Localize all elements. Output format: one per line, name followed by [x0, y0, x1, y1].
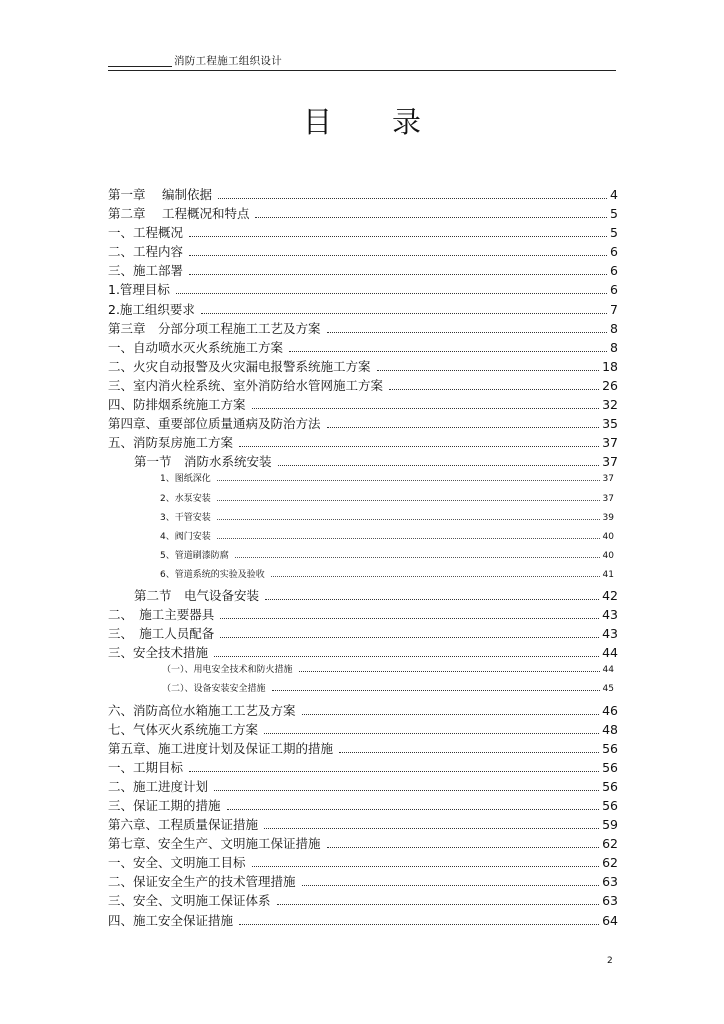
toc-leader-dots: [299, 671, 600, 672]
toc-entry-label: 三、 施工人员配备: [108, 626, 215, 642]
toc-entry-page: 37: [602, 435, 618, 451]
toc-entry-label: （二）、设备安装安全措施: [162, 684, 266, 695]
toc-entry[interactable]: [108, 758, 618, 777]
toc-entry[interactable]: [108, 242, 618, 261]
toc-leader-dots: [327, 847, 600, 848]
toc-entry[interactable]: [108, 395, 618, 414]
toc-entry-page: 63: [602, 893, 618, 909]
toc-entry[interactable]: [108, 357, 618, 376]
toc-leader-dots: [264, 733, 599, 734]
toc-entry[interactable]: [108, 204, 618, 223]
toc-leader-dots: [264, 828, 599, 829]
toc-leader-dots: [189, 255, 607, 256]
toc-entry[interactable]: [108, 510, 618, 529]
page-title: 目录: [302, 105, 481, 139]
toc-entry-label: 1、图纸深化: [160, 474, 211, 485]
toc-entry[interactable]: [108, 529, 618, 548]
toc-entry[interactable]: [108, 185, 618, 204]
toc-leader-dots: [239, 924, 599, 925]
toc-entry-label: 第四章、重要部位质量通病及防治方法: [108, 416, 321, 432]
toc-leader-dots: [235, 557, 600, 558]
toc-entry[interactable]: [108, 471, 618, 490]
toc-leader-dots: [252, 408, 600, 409]
toc-leader-dots: [217, 538, 600, 539]
toc-entry-label: 二、施工进度计划: [108, 778, 209, 794]
toc-entry-label: 二、火灾自动报警及火灾漏电报警系统施工方案: [108, 358, 371, 374]
toc-entry-page: 26: [602, 377, 618, 393]
toc-entry-page: 5: [610, 225, 618, 241]
toc-entry-page: 62: [602, 836, 618, 852]
toc-leader-dots: [327, 427, 600, 428]
toc-entry-label: 四、防排烟系统施工方案: [108, 397, 246, 413]
toc-entry-label: 七、气体灭火系统施工方案: [108, 721, 259, 737]
toc-entry-label: 二、工程内容: [108, 244, 184, 260]
toc-entry-page: 37: [602, 474, 614, 485]
toc-entry[interactable]: [108, 433, 618, 452]
toc-entry-label: 三、安全、文明施工保证体系: [108, 893, 271, 909]
toc-leader-dots: [265, 599, 599, 600]
toc-entry[interactable]: [108, 452, 618, 471]
toc-entry[interactable]: [108, 300, 618, 319]
toc-entry[interactable]: [108, 834, 618, 853]
toc-entry[interactable]: [108, 720, 618, 739]
toc-entry-label: 四、施工安全保证措施: [108, 912, 234, 928]
toc-entry-page: 5: [610, 206, 618, 222]
toc-entry-label: 第一章 编制依据: [108, 187, 212, 202]
toc-entry-label: 1.管理目标: [108, 282, 170, 298]
toc-entry[interactable]: [108, 223, 618, 242]
header-rule: [108, 70, 616, 71]
toc-entry-label: 一、工程概况: [108, 225, 184, 241]
toc-leader-dots: [277, 904, 600, 905]
toc-leader-dots: [272, 690, 600, 691]
toc-entry[interactable]: [108, 280, 618, 299]
toc-entry-label: 5、管道刷漆防腐: [160, 550, 229, 561]
toc-entry-page: 7: [610, 301, 618, 317]
toc-entry-page: 6: [610, 263, 618, 279]
toc-entry-label: 第五章、施工进度计划及保证工期的措施: [108, 740, 334, 756]
toc-entry-label: 三、保证工期的措施: [108, 798, 221, 813]
toc-entry[interactable]: [108, 777, 618, 796]
toc-entry-label: 第七章、安全生产、文明施工保证措施: [108, 836, 321, 852]
toc-entry[interactable]: [108, 414, 618, 433]
toc-entry[interactable]: [108, 338, 618, 357]
toc-leader-dots: [176, 293, 607, 294]
toc-leader-dots: [220, 618, 599, 619]
toc-entry-page: 56: [602, 798, 618, 813]
toc-entry-page: 56: [602, 740, 618, 756]
toc-entry-label: 一、工期目标: [108, 759, 184, 775]
toc-leader-dots: [302, 885, 600, 886]
toc-entry-label: 第二章 工程概况和特点: [108, 206, 250, 222]
toc-entry-page: 59: [602, 817, 618, 833]
toc-leader-dots: [214, 790, 599, 791]
toc-leader-dots: [214, 656, 599, 657]
header-underline: [108, 66, 172, 67]
toc-leader-dots: [302, 714, 600, 715]
toc-entry-page: 8: [610, 320, 618, 336]
toc-entry-page: 44: [602, 665, 614, 676]
toc-entry-page: 18: [602, 358, 618, 374]
toc-leader-dots: [339, 752, 599, 753]
toc-leader-dots: [327, 332, 608, 333]
toc-entry-label: （一）、用电安全技术和防火措施: [162, 665, 293, 676]
toc-entry-page: 46: [602, 702, 618, 718]
toc-entry-page: 4: [610, 187, 618, 202]
toc-leader-dots: [377, 370, 600, 371]
toc-entry-page: 32: [602, 397, 618, 413]
toc-entry[interactable]: [108, 681, 618, 700]
toc-entry-page: 62: [602, 855, 618, 871]
toc-entry-label: 4、阀门安装: [160, 531, 211, 542]
toc-entry-label: 一、安全、文明施工目标: [108, 855, 246, 871]
toc-entry[interactable]: [108, 605, 618, 624]
toc-leader-dots: [217, 500, 600, 501]
toc-entry[interactable]: [108, 643, 618, 662]
toc-entry[interactable]: [108, 319, 618, 338]
toc-entry[interactable]: [108, 891, 618, 910]
toc-entry-label: 第六章、工程质量保证措施: [108, 817, 259, 833]
toc-leader-dots: [220, 637, 599, 638]
toc-entry-page: 40: [602, 550, 614, 561]
toc-entry-label: 第三章 分部分项工程施工工艺及方案: [108, 320, 321, 336]
toc-entry-label: 一、自动喷水灭火系统施工方案: [108, 339, 284, 355]
toc-entry[interactable]: [108, 586, 618, 605]
toc-entry-label: 六、消防高位水箱施工工艺及方案: [108, 702, 296, 718]
toc-entry-page: 39: [602, 512, 614, 523]
toc-leader-dots: [217, 480, 600, 481]
toc-entry[interactable]: [108, 739, 618, 758]
toc-entry-page: 43: [602, 626, 618, 642]
toc-entry-page: 40: [602, 531, 614, 542]
toc-entry[interactable]: [108, 872, 618, 891]
toc-entry[interactable]: [108, 662, 618, 681]
toc-leader-dots: [189, 771, 599, 772]
toc-entry[interactable]: [108, 624, 618, 643]
toc-entry[interactable]: [108, 491, 618, 510]
toc-leader-dots: [255, 217, 607, 218]
toc-leader-dots: [389, 389, 599, 390]
toc-entry-page: 8: [610, 339, 618, 355]
toc-entry-label: 3、干管安装: [160, 512, 211, 523]
toc-entry-label: 三、室内消火栓系统、室外消防给水管网施工方案: [108, 377, 384, 393]
toc-entry[interactable]: [108, 853, 618, 872]
table-of-contents: [108, 185, 618, 930]
toc-entry-page: 56: [602, 759, 618, 775]
toc-entry[interactable]: [108, 796, 618, 815]
toc-entry-label: 三、施工部署: [108, 263, 184, 279]
toc-entry-page: 41: [602, 569, 614, 580]
toc-leader-dots: [218, 198, 607, 199]
toc-leader-dots: [252, 866, 600, 867]
toc-entry-page: 64: [602, 912, 618, 928]
toc-entry-label: 第一节 消防水系统安装: [134, 454, 272, 470]
toc-leader-dots: [201, 313, 607, 314]
toc-entry-label: 第二节 电气设备安装: [134, 587, 260, 603]
toc-leader-dots: [239, 446, 599, 447]
toc-leader-dots: [189, 274, 607, 275]
page-number: 2: [607, 956, 613, 966]
toc-entry-page: 37: [602, 454, 618, 470]
toc-entry-page: 45: [602, 684, 614, 695]
toc-entry[interactable]: [108, 701, 618, 720]
toc-entry-page: 35: [602, 416, 618, 432]
toc-entry-label: 五、消防泵房施工方案: [108, 435, 234, 451]
toc-entry[interactable]: [108, 567, 618, 586]
toc-entry-page: 6: [610, 244, 618, 260]
toc-entry-page: 63: [602, 874, 618, 890]
toc-entry-label: 二、保证安全生产的技术管理措施: [108, 874, 296, 890]
toc-entry-page: 6: [610, 282, 618, 298]
toc-entry[interactable]: [108, 815, 618, 834]
toc-entry[interactable]: [108, 376, 618, 395]
toc-entry[interactable]: [108, 911, 618, 930]
toc-leader-dots: [271, 576, 600, 577]
running-header: [108, 52, 616, 70]
toc-entry-label: 三、安全技术措施: [108, 645, 209, 661]
toc-entry-page: 48: [602, 721, 618, 737]
toc-entry-label: 二、 施工主要器具: [108, 607, 215, 623]
toc-entry-page: 37: [602, 493, 614, 504]
toc-leader-dots: [278, 465, 600, 466]
header-title: 消防工程施工组织设计: [174, 55, 282, 67]
toc-entry-page: 44: [602, 645, 618, 661]
toc-leader-dots: [217, 519, 600, 520]
toc-entry-page: 43: [602, 607, 618, 623]
toc-entry-page: 56: [602, 778, 618, 794]
toc-leader-dots: [227, 809, 600, 810]
toc-entry-page: 42: [602, 587, 618, 603]
toc-entry-label: 6、管道系统的实验及验收: [160, 569, 265, 580]
toc-leader-dots: [289, 351, 607, 352]
toc-leader-dots: [189, 236, 607, 237]
toc-entry[interactable]: [108, 261, 618, 280]
toc-entry[interactable]: [108, 548, 618, 567]
toc-entry-label: 2.施工组织要求: [108, 301, 195, 317]
toc-entry-label: 2、水泵安装: [160, 493, 211, 504]
